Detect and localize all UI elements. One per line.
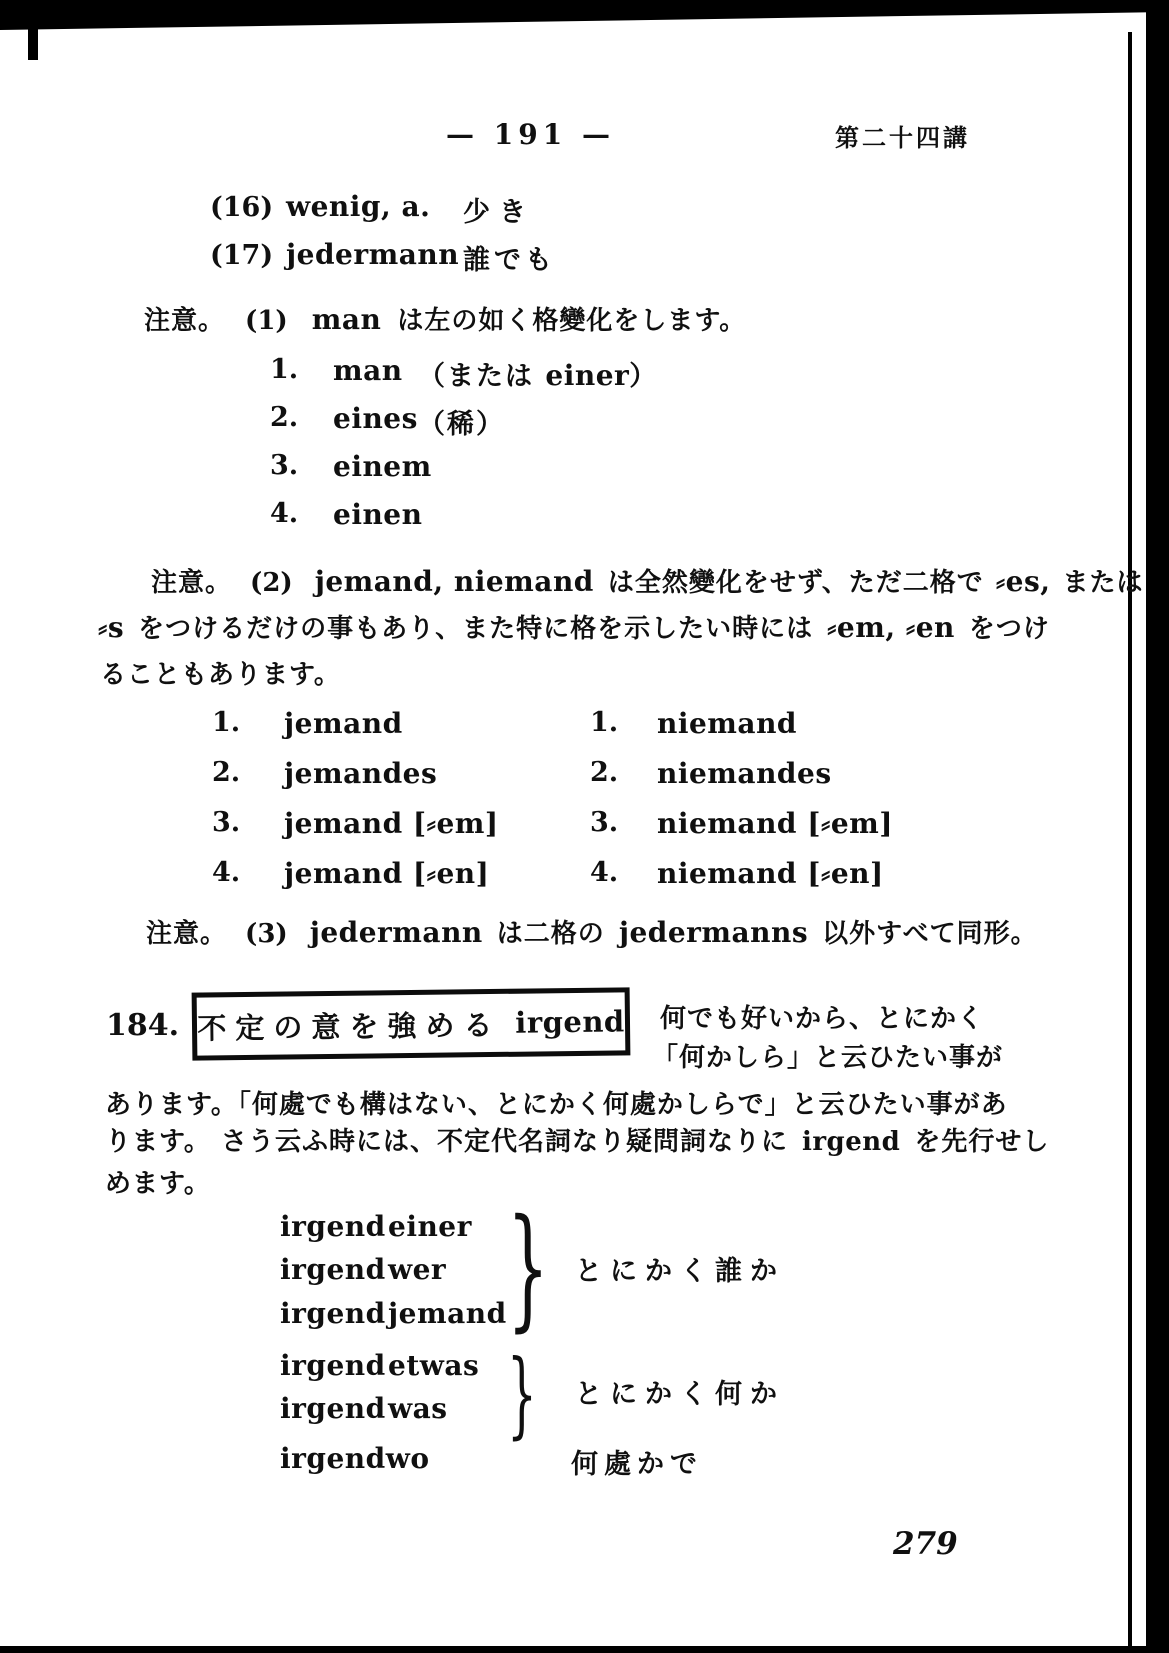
group-meaning: とにかく誰か	[575, 1256, 785, 1287]
annotation-jp: （稀）	[418, 409, 505, 440]
section-paragraph-line-2	[105, 1121, 1049, 1158]
note-german-suffix: ⸗es,	[995, 565, 1051, 598]
scan-mark-top-left	[28, 24, 38, 60]
irgend-complement: jemand	[388, 1297, 507, 1330]
case-number-left: 2.	[212, 757, 241, 788]
section-title-box	[192, 987, 631, 1060]
page-header-number: — 191 —	[446, 118, 615, 151]
case-number-right: 4.	[590, 857, 619, 888]
note-text: をつけるだけの事もあり、また特に格を示したい時には	[138, 614, 814, 644]
scan-edge-bottom	[0, 1646, 1169, 1653]
annotation-jp: （または	[418, 361, 546, 392]
case-number-left: 1.	[212, 707, 241, 738]
form-left: jemand [⸗en]	[284, 857, 490, 890]
irgend-example-row	[280, 1392, 448, 1425]
scan-edge-right	[1146, 0, 1169, 1653]
case-number-right: 2.	[590, 757, 619, 788]
vocab-german: wenig, a.	[286, 190, 431, 223]
form-annotation	[418, 402, 505, 441]
declined-form: einem	[333, 450, 432, 483]
note-text: は全然變化をせず、ただ二格で	[607, 568, 984, 598]
note-3	[146, 913, 1038, 950]
annotation-jp-close: ）	[629, 361, 659, 392]
note-german-suffix: ⸗em, ⸗en	[827, 611, 955, 644]
irgend-word: irgend	[280, 1253, 386, 1286]
section-paragraph-line-1: あります。「何處でも構はない、とにかく何處かしらで」と云ひたい事があ	[105, 1090, 1008, 1120]
irgend-word: irgend	[280, 1297, 386, 1330]
note-text: をつけ	[968, 614, 1050, 644]
paragraph-text: を先行せし	[914, 1127, 1050, 1157]
vocab-number: (17)	[210, 240, 274, 271]
vocab-japanese: 誰でも	[463, 245, 556, 276]
paragraph-text: ります。 さう云ふ時には、不定代名詞なり疑問詞なりに	[105, 1127, 788, 1157]
declined-form: eines	[333, 402, 418, 435]
case-number: 3.	[270, 450, 299, 481]
irgend-example-row	[280, 1297, 507, 1330]
case-number-left: 3.	[212, 807, 241, 838]
section-side-line-1: 何でも好いから、とにかく	[660, 1004, 985, 1034]
section-number: 184.	[106, 1008, 180, 1043]
form-left: jemandes	[284, 757, 438, 790]
paragraph-german: irgend	[801, 1127, 901, 1157]
irgend-complement: etwas	[388, 1349, 480, 1382]
note-2-line-2	[98, 608, 1050, 645]
grouping-brace: }	[506, 1340, 537, 1449]
note-2-line-3: ることもあります。	[100, 660, 341, 690]
case-number-left: 4.	[212, 857, 241, 888]
form-right: niemand	[657, 707, 798, 740]
note-german-suffix: ⸗s	[98, 611, 125, 644]
irgend-example-row	[280, 1210, 472, 1243]
case-number: 4.	[270, 498, 299, 529]
case-number-right: 3.	[590, 807, 619, 838]
vocab-german: jedermann	[286, 238, 460, 271]
note-number: (2)	[250, 568, 293, 598]
note-text: は左の如く格變化をします。	[397, 306, 747, 336]
irgend-word: irgendwo	[280, 1442, 430, 1475]
form-right: niemand [⸗en]	[657, 857, 884, 890]
form-annotation	[418, 354, 658, 393]
note-number: (3)	[245, 919, 288, 949]
note-label: 注意。	[146, 919, 228, 949]
declined-form: man	[333, 354, 403, 387]
note-2-line-1	[151, 562, 1143, 599]
irgend-example-row	[280, 1253, 446, 1286]
note-german: man	[311, 303, 382, 336]
section-paragraph-line-3: めます。	[105, 1169, 211, 1199]
note-1	[144, 300, 746, 337]
irgend-word: irgend	[280, 1210, 386, 1243]
form-right: niemandes	[657, 757, 832, 790]
note-text: または	[1062, 568, 1144, 598]
vocab-japanese: 少き	[463, 197, 535, 228]
case-number-right: 1.	[590, 707, 619, 738]
scan-gutter-line	[1128, 32, 1132, 1653]
group-meaning: 何處かで	[571, 1449, 703, 1480]
irgend-example-row	[280, 1349, 479, 1382]
note-label: 注意。	[151, 568, 233, 598]
lesson-title: 第二十四講	[835, 123, 970, 152]
note-german: jedermann	[309, 916, 483, 949]
vocab-number: (16)	[210, 192, 274, 223]
irgend-word: irgend	[280, 1392, 386, 1425]
note-text: 以外すべて同形。	[822, 919, 1038, 949]
note-german: jemand, niemand	[314, 565, 594, 598]
form-left: jemand [⸗em]	[284, 807, 499, 840]
note-number: (1)	[245, 306, 288, 336]
irgend-complement: einer	[388, 1210, 472, 1243]
page-footer-number: 279	[893, 1526, 958, 1562]
form-left: jemand	[284, 707, 403, 740]
declined-form: einen	[333, 498, 423, 531]
note-label: 注意。	[144, 306, 226, 336]
irgend-complement: wer	[388, 1253, 447, 1286]
note-text: は二格の	[496, 919, 605, 949]
section-title-jp: 不定の意を強める	[197, 1007, 502, 1046]
section-title-de: irgend	[515, 1004, 625, 1040]
note-german: jedermanns	[618, 916, 809, 949]
case-number: 2.	[270, 402, 299, 433]
scan-edge-top	[0, 0, 1169, 30]
grouping-brace: }	[506, 1191, 549, 1345]
annotation-de: einer	[545, 359, 630, 392]
irgend-word: irgend	[280, 1349, 386, 1382]
section-side-line-2: 「何かしら」と云ひたい事が	[652, 1043, 1004, 1073]
form-right: niemand [⸗em]	[657, 807, 894, 840]
case-number: 1.	[270, 354, 299, 385]
irgend-complement: was	[388, 1392, 448, 1425]
group-meaning: とにかく何か	[575, 1379, 785, 1410]
